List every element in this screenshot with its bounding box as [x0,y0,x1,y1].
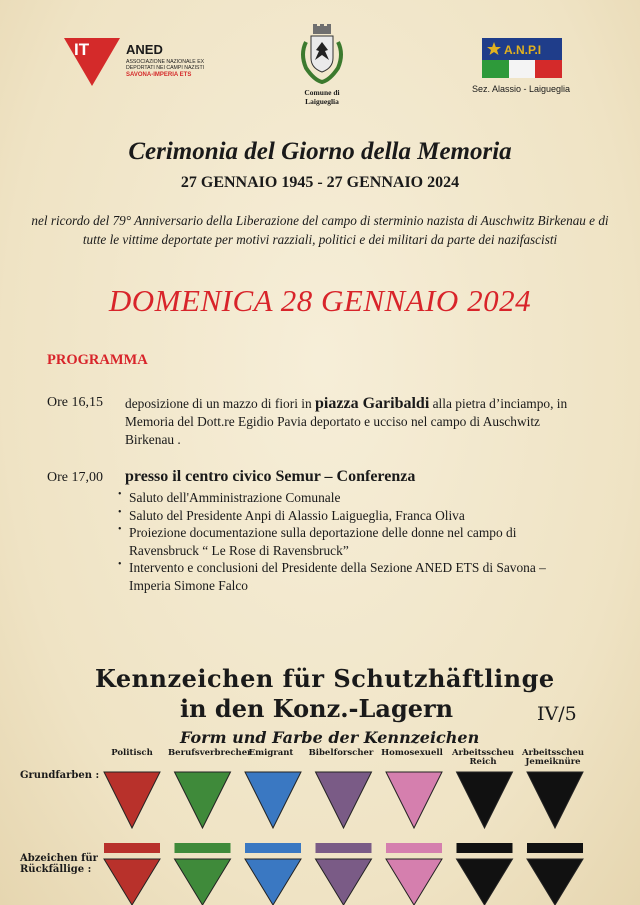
program-desc-1-post: alla pietra d’inciampo, in Memoria del Dott.re Egidio Pavia deportato e ucciso nel campo di Auschwitz Birkenau . [125,396,568,447]
program-desc-1-pre: deposizione di un mazzo di fiori in [125,396,316,411]
row-label-grundfarben: Grundfarben : [20,770,100,781]
aned-section: SAVONA-IMPERIA ETS [126,72,192,78]
aned-subtitle: ASSOCIAZIONE NAZIONALE EX DEPORTATI NEI CAMPI NAZISTI [126,59,205,71]
commemoration-dates: 27 GENNAIO 1945 - 27 GENNAIO 2024 [180,174,460,191]
badge-triangle-icon [316,772,372,828]
comune-label: Comune di Laigueglia [304,88,340,106]
badge-triangle-icon [245,859,301,905]
anpi-label: Sez. Alassio - Laigueglia [472,84,571,94]
poster-title-2: in den Konz.-Lagern [180,694,454,723]
aned-logo-it: IT [74,40,90,59]
program-time-1: Ore 16,15 [47,395,103,410]
badge-triangle-icon [175,859,231,905]
poster-title: Kennzeichen für Schutzhäftlinge [95,664,555,693]
badge-triangle-icon [104,772,160,828]
list-item: • Saluto del Presidente Anpi di Alassio Laigueglia, Franca Oliva [118,507,588,525]
badge-triangle-icon [175,772,231,828]
badge-triangle-icon [457,772,513,828]
repeat-offender-bar-icon [104,843,160,853]
badge-triangle-icon [386,772,442,828]
intro-text: nel ricordo del 79° Anniversario della Liberazione del campo di sterminio nazista di Auschwitz Birkenau e di tutte le vittime deportate per motivi razziali, politici e dei militari da parte dei nazifascisti [31,213,609,247]
badge-triangle-icon [245,772,301,828]
repeat-offender-bar-icon [175,843,231,853]
badge-triangle-icon [316,859,372,905]
repeat-offender-bar-icon [386,843,442,853]
program-time-2: Ore 17,00 [47,470,103,485]
category-label: Bibelforscher [308,748,374,758]
poster-code: IV/5 [537,703,577,725]
event-date: DOMENICA 28 GENNAIO 2024 [108,283,532,318]
category-label: Arbeitsscheu Jemeiknüre [521,748,585,767]
badge-triangle-icon [457,859,513,905]
programma-heading: PROGRAMMA [47,352,148,368]
list-item: • Intervento e conclusioni del Presidente della Sezione ANED ETS di Savona – Imperia Simone Falco [118,559,588,594]
badge-triangle-icon [104,859,160,905]
program-location: piazza Garibaldi [315,395,430,412]
program-conference-title: presso il centro civico Semur – Conferenza [125,468,416,485]
repeat-offender-bar-icon [316,843,372,853]
category-label: Politisch [111,748,153,758]
page-title: Cerimonia del Giorno della Memoria [128,138,512,165]
badge-triangle-icon [527,859,583,905]
anpi-text: A.N.P.I [504,43,542,57]
list-item: • Saluto dell'Amministrazione Comunale [118,489,588,507]
category-label: Homosexuell [381,748,443,758]
repeat-offender-bar-icon [245,843,301,853]
repeat-offender-bar-icon [457,843,513,853]
badge-triangle-icon [386,859,442,905]
row-label-rueckfaellige: Abzeichen für Rückfällige : [20,853,98,875]
badge-triangle-icon [527,772,583,828]
list-item: • Proiezione documentazione sulla deportazione delle donne nel campo di Ravensbruck “ Le Rose di Ravensbruck” [118,524,588,559]
category-label: Berufsverbrecher [168,748,252,758]
category-label: Emigrant [248,748,294,758]
poster-subtitle: Form und Farbe der Kennzeichen [180,728,480,747]
repeat-offender-bar-icon [527,843,583,853]
category-label: Arbeitsscheu Reich [451,748,515,767]
aned-name: ANED [126,42,163,57]
